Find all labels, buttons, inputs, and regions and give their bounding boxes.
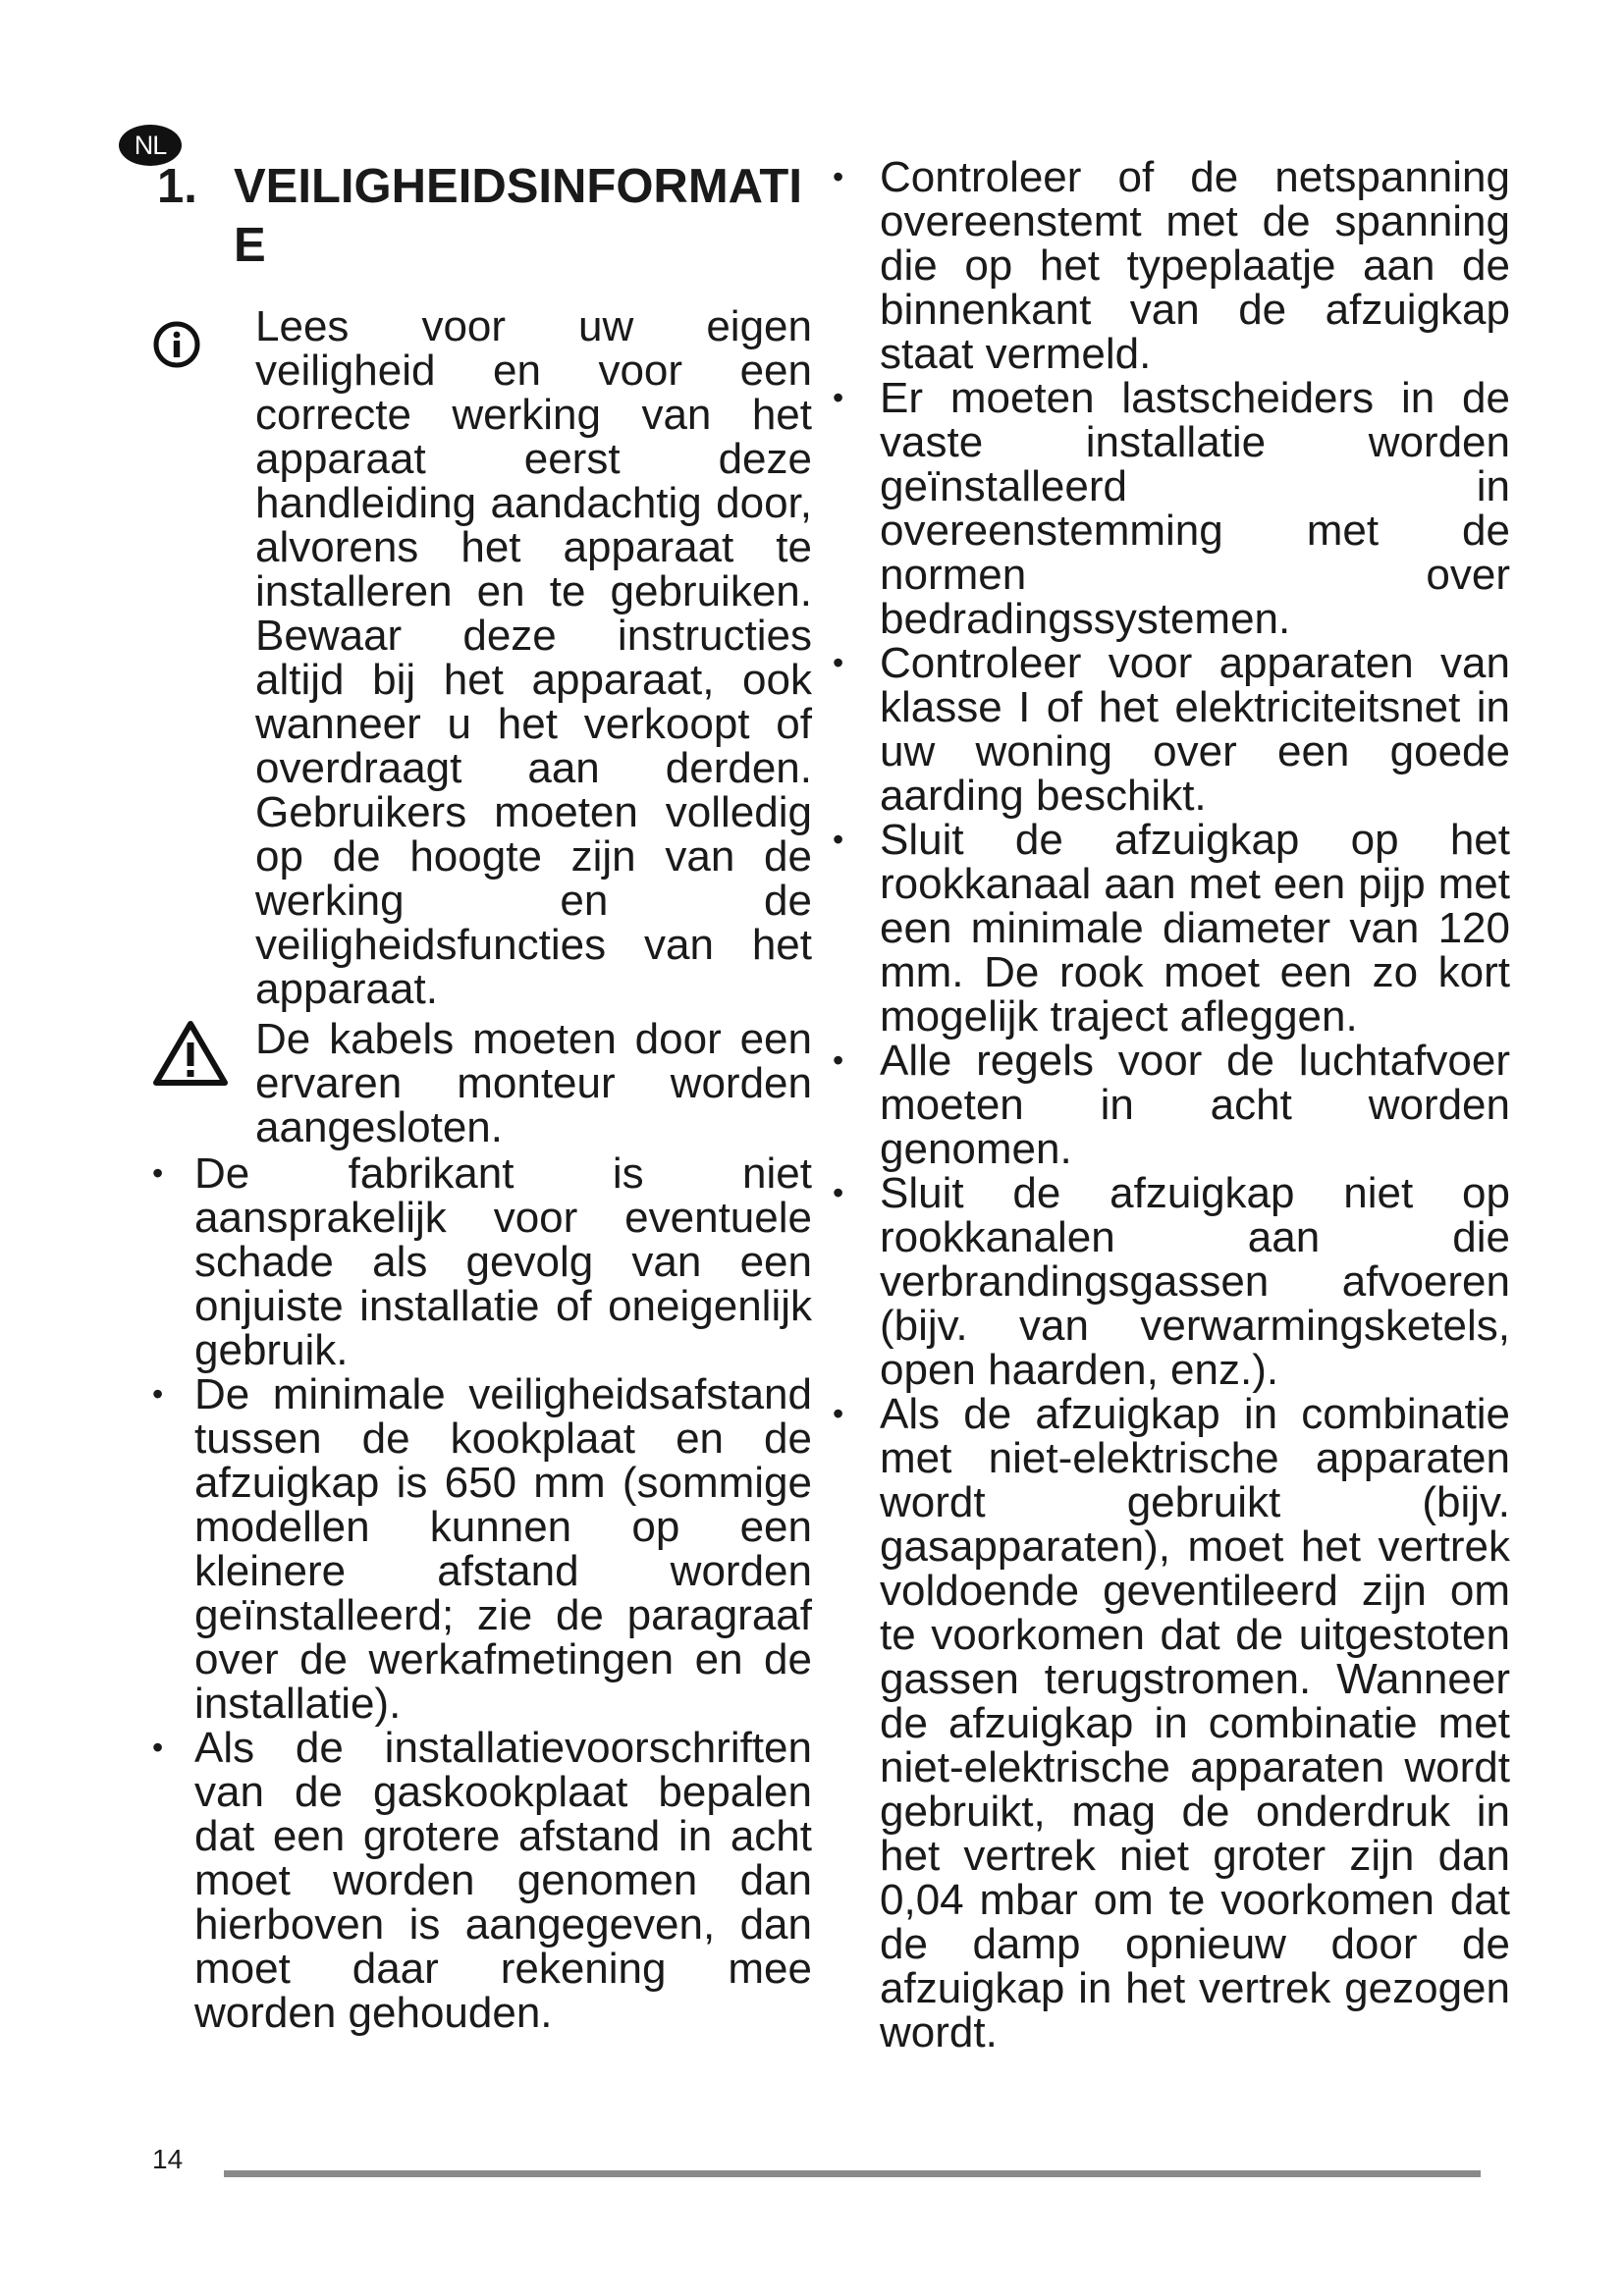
bullet-icon: • [833, 380, 844, 415]
list-item: • Als de afzuigkap in combinatie met niet-elektrische apparaten wordt gebruikt (bijv. gasapparaten), moet het vertrek voldoende geventileerd zijn om te voorkomen dat de uitgestoten gassen terugstromen. Wanneer de afzuigkap in combinatie met niet-elektrische apparaten wordt gebruikt, mag de onderdruk in het vertrek niet groter zijn dan 0,04 mbar om te voorkomen dat de damp opnieuw door de afzuigkap in het vertrek gezogen wordt. [833, 1390, 1510, 2056]
list-item: • Als de installatievoorschriften van de gaskookplaat bepalen dat een grotere afstand in acht moet worden genomen dan hierboven is aangegeven, dan moet daar rekening mee worden gehouden. [152, 1724, 812, 2037]
section-number: 1. [157, 160, 197, 213]
list-item: • Controleer of de netspanning overeenstemt met de spanning die op het typeplaatje aan de binnenkant van de afzuigkap staat vermeld. [833, 153, 1510, 378]
bullet-icon: • [833, 1175, 844, 1210]
warning-icon [152, 1017, 255, 1149]
bullet-icon: • [152, 1155, 164, 1191]
bullet-icon: • [152, 1730, 164, 1765]
list-item: • Controleer voor apparaten van klasse I of het elektriciteitsnet in uw woning over een goede aarding beschikt. [833, 639, 1510, 820]
bullet-icon: • [833, 1042, 844, 1078]
info-notice-text: Lees voor uw eigen veiligheid en voor een correcte werking van het apparaat eerst deze handleiding aandachtig door, alvorens het apparaat te installeren en te gebruiken. Bewaar deze instructies altijd bij het apparaat, ook wanneer u het verkoopt of overdraagt aan derden. Gebruikers moeten volledig op de hoogte zijn van de werking en de veiligheidsfuncties van het apparaat. [255, 302, 812, 1013]
info-icon [152, 304, 255, 1011]
list-item: • De fabrikant is niet aansprakelijk voor eventuele schade als gevolg van een onjuiste installatie of oneigenlijk gebruik. [152, 1149, 812, 1374]
footer-rule [224, 2170, 1481, 2177]
list-item: • Sluit de afzuigkap niet op rookkanalen aan die verbrandingsgassen afvoeren (bijv. van verwarmingsketels, open haarden, enz.). [833, 1169, 1510, 1394]
bullet-icon: • [833, 822, 844, 857]
section-title: VEILIGHEIDSINFORMATIE [234, 160, 802, 272]
page-number: 14 [152, 2144, 184, 2174]
left-column [152, 304, 812, 2035]
list-item: • De minimale veiligheidsafstand tussen de kookplaat en de afzuigkap is 650 mm (sommige modellen kunnen op een kleinere afstand worden geïnstalleerd; zie de paragraaf over de werkafmetingen en de installatie). [152, 1370, 812, 1728]
section-heading [157, 157, 835, 275]
info-notice [152, 304, 812, 1011]
list-item: • Sluit de afzuigkap op het rookkanaal aan met een pijp met een minimale diameter van 120 mm. De rook moet een zo kort mogelijk traject afleggen. [833, 816, 1510, 1041]
bullet-icon: • [152, 1376, 164, 1412]
right-column [833, 155, 1510, 2055]
list-item: • Alle regels voor de luchtafvoer moeten in acht worden genomen. [833, 1037, 1510, 1173]
language-badge: NL [119, 125, 182, 166]
bullet-icon: • [833, 159, 844, 194]
warning-notice [152, 1017, 812, 1149]
warning-notice-text: De kabels moeten door een ervaren monteur worden aangesloten. [255, 1015, 812, 1151]
list-item: • Er moeten lastscheiders in de vaste installatie worden geïnstalleerd in overeenstemming met de normen over bedradingssystemen. [833, 374, 1510, 643]
bullet-icon: • [833, 645, 844, 680]
bullet-icon: • [833, 1396, 844, 1431]
